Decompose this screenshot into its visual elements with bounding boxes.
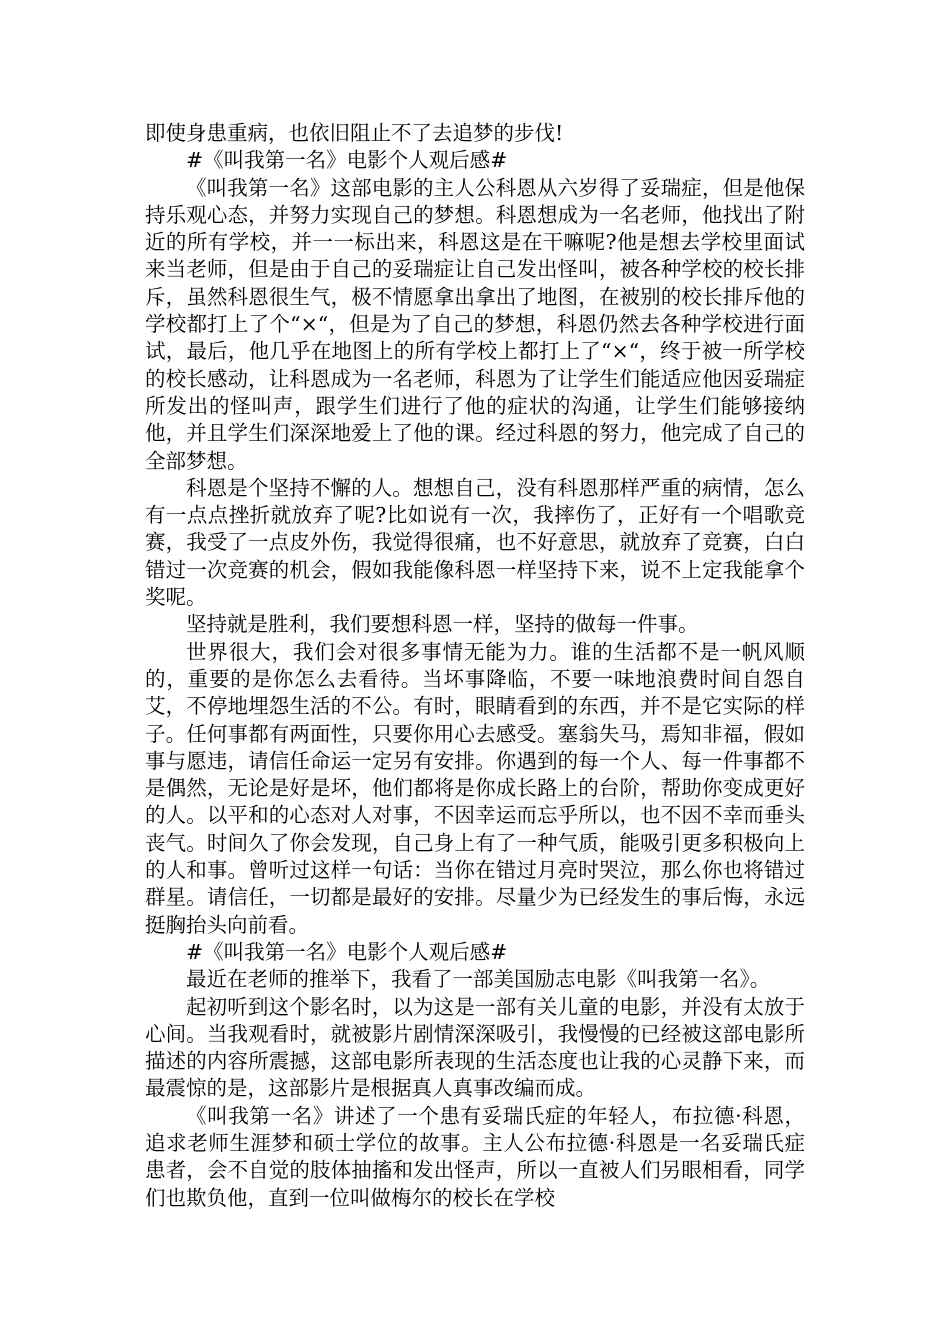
- paragraph: 最近在老师的推举下，我看了一部美国励志电影《叫我第一名》。: [186, 967, 771, 992]
- document-page: [145, 120, 805, 1212]
- paragraph: 《叫我第一名》这部电影的主人公科恩从六岁得了妥瑞症，但是他保持乐观心态，并努力实现自己的梦想。科恩想成为一名老师，他找出了附近的所有学校，并一一标出来，科恩这是在干嘛呢?他是想去学校里面试来当老师，但是由于自己的妥瑞症让自己发出怪叫，被各种学校的校长排斥，虽然科恩很生气，极不情愿拿出拿出了地图，在被别的校长排斥他的学校都打上了个“×“，但是为了自己的梦想，科恩仍然去各种学校进行面试，最后，他几乎在地图上的所有学校上都打上了“×“，终于被一所学校的校长感动，让科恩成为一名老师，科恩为了让学生们能适应他因妥瑞症所发出的怪叫声，跟学生们进行了他的症状的沟通，让学生们能够接纳他，并且学生们深深地爱上了他的课。经过科恩的努力，他完成了自己的全部梦想。: [145, 175, 805, 473]
- paragraph: 坚持就是胜利，我们要想科恩一样，坚持的做每一件事。: [186, 612, 699, 637]
- paragraph: 科恩是个坚持不懈的人。想想自己，没有科恩那样严重的病情，怎么有一点点挫折就放弃了呢?比如说有一次，我摔伤了，正好有一个唱歌竞赛，我受了一点皮外伤，我觉得很痛，也不好意思，就放弃了竞赛，白白错过一次竞赛的机会，假如我能像科恩一样坚持下来，说不上定我能拿个奖呢。: [145, 475, 805, 610]
- paragraph: 起初听到这个影名时，以为这是一部有关儿童的电影，并没有太放于心间。当我观看时，就被影片剧情深深吸引，我慢慢的已经被这部电影所描述的内容所震撼，这部电影所表现的生活态度也让我的心灵静下来，而最震惊的是，这部影片是根据真人真事改编而成。: [145, 994, 805, 1101]
- section-heading: #《叫我第一名》电影个人观后感#: [186, 939, 508, 964]
- paragraph: 世界很大，我们会对很多事情无能为力。谁的生活都不是一帆风顺的，重要的是你怎么去看待。当坏事降临，不要一味地浪费时间自怨自艾，不停地埋怨生活的不公。有时，眼睛看到的东西，并不是它实际的样子。任何事都有两面性，只要你用心去感受。塞翁失马，焉知非福，假如事与愿违，请信任命运一定另有安排。你遇到的每一个人、每一件事都不是偶然，无论是好是坏，他们都将是你成长路上的台阶，帮助你变成更好的人。以平和的心态对人对事，不因幸运而忘乎所以，也不因不幸而垂头丧气。时间久了你会发现，自己身上有了一种气质，能吸引更多积极向上的人和事。曾听过这样一句话：当你在错过月亮时哭泣，那么你也将错过群星。请信任，一切都是最好的安排。尽量少为已经发生的事后悔，永远挺胸抬头向前看。: [145, 639, 805, 937]
- paragraph: 《叫我第一名》讲述了一个患有妥瑞氏症的年轻人，布拉德·科恩，追求老师生涯梦和硕士学位的故事。主人公布拉德·科恩是一名妥瑞氏症患者，会不自觉的肢体抽搐和发出怪声，所以一直被人们另眼相看，同学们也欺负他，直到一位叫做梅尔的校长在学校: [145, 1103, 805, 1210]
- section-heading: #《叫我第一名》电影个人观后感#: [186, 148, 508, 173]
- paragraph-continuation: 即使身患重病，也依旧阻止不了去追梦的步伐!: [145, 121, 564, 145]
